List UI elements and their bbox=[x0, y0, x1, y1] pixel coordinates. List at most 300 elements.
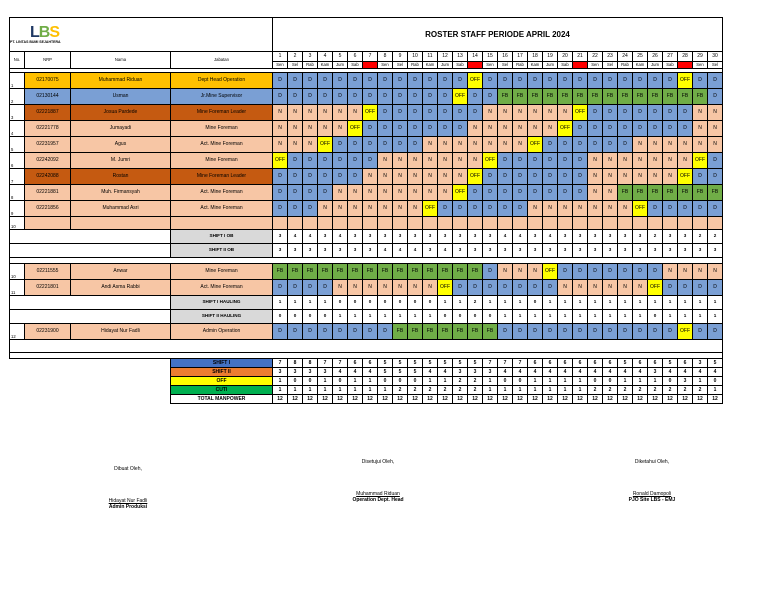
shift-cell: D bbox=[483, 185, 498, 201]
staff-jabatan: Jr.Mine Supervisor bbox=[171, 89, 273, 105]
summary-value: 1 bbox=[693, 310, 708, 324]
shift-cell: D bbox=[288, 73, 303, 89]
total-value: 12 bbox=[468, 395, 483, 404]
shift-cell: N bbox=[573, 280, 588, 296]
shift-cell: N bbox=[318, 201, 333, 217]
summary-value: 3 bbox=[663, 230, 678, 244]
summary-label: SHIFT I HAULING bbox=[171, 296, 273, 310]
shift-cell: D bbox=[588, 264, 603, 280]
summary-value: 3 bbox=[708, 244, 723, 258]
summary-value: 3 bbox=[603, 230, 618, 244]
shift-cell: D bbox=[603, 324, 618, 340]
total-value: 2 bbox=[648, 386, 663, 395]
shift-cell: D bbox=[363, 153, 378, 169]
shift-cell: N bbox=[588, 201, 603, 217]
shift-cell: FB bbox=[558, 89, 573, 105]
shift-cell: D bbox=[618, 264, 633, 280]
summary-row bbox=[10, 244, 723, 258]
shift-cell: D bbox=[483, 89, 498, 105]
summary-value: 3 bbox=[468, 230, 483, 244]
staff-jabatan: Mine Foreman Leader bbox=[171, 169, 273, 185]
weekday-label: Jum bbox=[543, 62, 558, 69]
shift-cell: N bbox=[378, 169, 393, 185]
shift-cell: D bbox=[273, 89, 288, 105]
summary-value: 3 bbox=[333, 244, 348, 258]
total-value: 5 bbox=[408, 368, 423, 377]
staff-jabatan: Mine Foreman bbox=[171, 264, 273, 280]
total-label: SHIFT II bbox=[171, 368, 273, 377]
summary-value: 1 bbox=[273, 296, 288, 310]
shift-cell: N bbox=[513, 121, 528, 137]
summary-value: 0 bbox=[288, 310, 303, 324]
summary-value: 3 bbox=[588, 230, 603, 244]
summary-value: 1 bbox=[573, 310, 588, 324]
shift-cell: D bbox=[543, 137, 558, 153]
shift-cell: N bbox=[438, 185, 453, 201]
shift-cell: N bbox=[363, 169, 378, 185]
staff-row bbox=[10, 121, 723, 137]
shift-cell: N bbox=[348, 201, 363, 217]
total-value: 1 bbox=[273, 377, 288, 386]
weekday-label: Kam bbox=[423, 62, 438, 69]
summary-label: SHIFT I OB bbox=[171, 230, 273, 244]
summary-value: 0 bbox=[528, 296, 543, 310]
weekday-label: Sel bbox=[498, 62, 513, 69]
shift-cell: D bbox=[273, 280, 288, 296]
weekday-label: Sel bbox=[393, 62, 408, 69]
total-value: 4 bbox=[588, 368, 603, 377]
shift-cell: D bbox=[498, 73, 513, 89]
shift-cell: N bbox=[648, 153, 663, 169]
total-value: 5 bbox=[393, 359, 408, 368]
shift-cell: D bbox=[288, 169, 303, 185]
total-value: 1 bbox=[708, 386, 723, 395]
shift-cell: D bbox=[588, 73, 603, 89]
shift-cell: N bbox=[603, 280, 618, 296]
shift-cell: N bbox=[378, 153, 393, 169]
shift-cell: N bbox=[543, 105, 558, 121]
shift-cell: D bbox=[708, 280, 723, 296]
shift-cell: N bbox=[708, 137, 723, 153]
shift-cell: D bbox=[273, 324, 288, 340]
shift-cell: N bbox=[528, 264, 543, 280]
weekday-label: Sab bbox=[453, 62, 468, 69]
shift-cell: D bbox=[363, 137, 378, 153]
total-value: 4 bbox=[348, 368, 363, 377]
shift-cell: D bbox=[273, 185, 288, 201]
total-value: 1 bbox=[318, 386, 333, 395]
total-value: 1 bbox=[558, 377, 573, 386]
shift-cell: D bbox=[333, 89, 348, 105]
total-value: 3 bbox=[693, 359, 708, 368]
staff-nrp: 02130144 bbox=[25, 89, 71, 105]
shift-cell: D bbox=[348, 324, 363, 340]
shift-cell: OFF bbox=[453, 89, 468, 105]
summary-value: 1 bbox=[663, 296, 678, 310]
total-value: 1 bbox=[543, 377, 558, 386]
weekday-label: Sel bbox=[603, 62, 618, 69]
day-number: 13 bbox=[453, 52, 468, 62]
staff-jabatan: Mine Foreman bbox=[171, 121, 273, 137]
total-label: OFF bbox=[171, 377, 273, 386]
row-number: 6 bbox=[10, 153, 25, 169]
summary-value: 1 bbox=[393, 310, 408, 324]
row-number: 4 bbox=[10, 121, 25, 137]
total-value: 4 bbox=[498, 368, 513, 377]
shift-cell: N bbox=[693, 105, 708, 121]
shift-cell: D bbox=[318, 185, 333, 201]
shift-cell: FB bbox=[648, 89, 663, 105]
shift-cell: D bbox=[513, 169, 528, 185]
shift-cell: N bbox=[693, 264, 708, 280]
shift-cell: D bbox=[633, 264, 648, 280]
shift-cell: D bbox=[318, 89, 333, 105]
shift-cell: N bbox=[543, 201, 558, 217]
shift-cell: D bbox=[288, 280, 303, 296]
shift-cell: D bbox=[558, 324, 573, 340]
shift-cell: FB bbox=[693, 185, 708, 201]
shift-cell: FB bbox=[423, 324, 438, 340]
summary-value: 3 bbox=[303, 244, 318, 258]
summary-value: 1 bbox=[348, 310, 363, 324]
shift-cell: D bbox=[408, 105, 423, 121]
shift-cell: N bbox=[393, 280, 408, 296]
total-value: 0 bbox=[663, 377, 678, 386]
shift-cell: D bbox=[513, 73, 528, 89]
shift-cell: D bbox=[558, 185, 573, 201]
shift-cell: D bbox=[528, 280, 543, 296]
summary-value: 3 bbox=[408, 230, 423, 244]
day-number: 18 bbox=[528, 52, 543, 62]
total-value: 12 bbox=[348, 395, 363, 404]
total-value: 1 bbox=[498, 386, 513, 395]
shift-cell: D bbox=[468, 185, 483, 201]
shift-cell: OFF bbox=[468, 169, 483, 185]
shift-cell: OFF bbox=[678, 73, 693, 89]
col-header-nama: Nama bbox=[71, 52, 171, 69]
shift-cell: FB bbox=[288, 264, 303, 280]
column-header-row bbox=[10, 52, 723, 62]
weekday-label: Sen bbox=[273, 62, 288, 69]
summary-value: 1 bbox=[483, 296, 498, 310]
summary-value: 1 bbox=[498, 310, 513, 324]
weekday-label: Sab bbox=[663, 62, 678, 69]
summary-value: 0 bbox=[438, 310, 453, 324]
day-number: 28 bbox=[678, 52, 693, 62]
total-value: 2 bbox=[588, 386, 603, 395]
staff-jabatan: Mine Foreman bbox=[171, 153, 273, 169]
total-value: 12 bbox=[423, 395, 438, 404]
weekday-label: Kam bbox=[633, 62, 648, 69]
shift-cell: D bbox=[573, 137, 588, 153]
summary-value: 3 bbox=[558, 244, 573, 258]
shift-cell: N bbox=[348, 185, 363, 201]
shift-cell: D bbox=[498, 280, 513, 296]
total-value: 3 bbox=[678, 377, 693, 386]
shift-cell: N bbox=[453, 137, 468, 153]
weekday-label: Sen bbox=[378, 62, 393, 69]
shift-cell: FB bbox=[528, 89, 543, 105]
shift-cell: N bbox=[618, 280, 633, 296]
total-value: 12 bbox=[573, 395, 588, 404]
shift-cell: D bbox=[588, 105, 603, 121]
staff-name: Anwar bbox=[71, 264, 171, 280]
shift-cell: D bbox=[498, 201, 513, 217]
shift-cell: N bbox=[588, 153, 603, 169]
shift-cell: D bbox=[333, 137, 348, 153]
total-value: 12 bbox=[603, 395, 618, 404]
shift-cell: D bbox=[543, 73, 558, 89]
shift-cell: N bbox=[423, 185, 438, 201]
roster-title: ROSTER STAFF PERIODE APRIL 2024 bbox=[273, 18, 723, 52]
shift-cell: D bbox=[453, 201, 468, 217]
shift-cell: D bbox=[333, 169, 348, 185]
shift-cell: OFF bbox=[438, 280, 453, 296]
day-number: 3 bbox=[303, 52, 318, 62]
total-value: 7 bbox=[318, 359, 333, 368]
shift-cell: D bbox=[273, 169, 288, 185]
row-number: 8 bbox=[10, 185, 25, 201]
summary-value: 1 bbox=[288, 296, 303, 310]
day-number: 11 bbox=[423, 52, 438, 62]
shift-cell: D bbox=[663, 105, 678, 121]
shift-cell: N bbox=[333, 121, 348, 137]
shift-cell: D bbox=[588, 137, 603, 153]
total-value: 5 bbox=[438, 359, 453, 368]
total-value: 6 bbox=[348, 359, 363, 368]
shift-cell: OFF bbox=[453, 185, 468, 201]
row-number: 12 bbox=[10, 324, 25, 340]
summary-value: 3 bbox=[273, 244, 288, 258]
staff-nrp: 02231900 bbox=[25, 324, 71, 340]
total-value: 4 bbox=[708, 368, 723, 377]
shift-cell: D bbox=[408, 73, 423, 89]
shift-cell: D bbox=[333, 324, 348, 340]
weekday-label: Sen bbox=[693, 62, 708, 69]
weekday-label: Jum bbox=[438, 62, 453, 69]
shift-cell: D bbox=[543, 280, 558, 296]
shift-cell: D bbox=[618, 105, 633, 121]
summary-value: 3 bbox=[453, 230, 468, 244]
shift-cell: N bbox=[408, 169, 423, 185]
total-value: 1 bbox=[288, 386, 303, 395]
shift-cell: D bbox=[378, 89, 393, 105]
staff-nrp: 02221881 bbox=[25, 185, 71, 201]
shift-cell: FB bbox=[273, 264, 288, 280]
shift-cell: D bbox=[618, 73, 633, 89]
shift-cell: N bbox=[498, 137, 513, 153]
shift-cell: N bbox=[678, 153, 693, 169]
shift-cell: D bbox=[558, 137, 573, 153]
shift-cell: D bbox=[378, 105, 393, 121]
total-row bbox=[10, 386, 723, 395]
total-value: 7 bbox=[273, 359, 288, 368]
summary-value: 4 bbox=[513, 230, 528, 244]
shift-cell: OFF bbox=[273, 153, 288, 169]
summary-value: 1 bbox=[588, 310, 603, 324]
summary-value: 4 bbox=[303, 230, 318, 244]
summary-value: 2 bbox=[468, 296, 483, 310]
summary-value: 3 bbox=[678, 244, 693, 258]
shift-cell: N bbox=[573, 201, 588, 217]
shift-cell: FB bbox=[453, 264, 468, 280]
shift-cell: D bbox=[678, 105, 693, 121]
shift-cell: N bbox=[483, 137, 498, 153]
shift-cell: N bbox=[513, 105, 528, 121]
total-value: 3 bbox=[288, 368, 303, 377]
staff-jabatan: Act. Mine Foreman bbox=[171, 185, 273, 201]
shift-cell: D bbox=[393, 105, 408, 121]
shift-cell: D bbox=[438, 73, 453, 89]
shift-cell: N bbox=[333, 185, 348, 201]
row-number: 3 bbox=[10, 105, 25, 121]
staff-name: Muhammad Asri bbox=[71, 201, 171, 217]
total-value: 1 bbox=[513, 386, 528, 395]
shift-cell: N bbox=[288, 137, 303, 153]
shift-cell: D bbox=[348, 137, 363, 153]
shift-cell: D bbox=[318, 169, 333, 185]
row-number: 9 bbox=[10, 201, 25, 217]
summary-value: 3 bbox=[288, 244, 303, 258]
summary-value: 3 bbox=[318, 230, 333, 244]
shift-cell: N bbox=[603, 169, 618, 185]
total-value: 1 bbox=[273, 386, 288, 395]
shift-cell: N bbox=[498, 121, 513, 137]
summary-value: 1 bbox=[573, 296, 588, 310]
day-number: 21 bbox=[573, 52, 588, 62]
total-value: 6 bbox=[528, 359, 543, 368]
staff-nrp: 02221778 bbox=[25, 121, 71, 137]
shift-cell: D bbox=[558, 264, 573, 280]
shift-cell: N bbox=[558, 201, 573, 217]
staff-row bbox=[10, 89, 723, 105]
weekday-label: Jum bbox=[333, 62, 348, 69]
total-value: 4 bbox=[513, 368, 528, 377]
total-row bbox=[10, 359, 723, 368]
shift-cell: D bbox=[378, 324, 393, 340]
total-value: 12 bbox=[558, 395, 573, 404]
shift-cell: N bbox=[333, 280, 348, 296]
shift-cell: D bbox=[708, 201, 723, 217]
shift-cell: N bbox=[498, 264, 513, 280]
total-value: 8 bbox=[303, 359, 318, 368]
day-number: 22 bbox=[588, 52, 603, 62]
summary-value: 1 bbox=[678, 296, 693, 310]
total-value: 6 bbox=[633, 359, 648, 368]
total-row bbox=[10, 395, 723, 404]
total-value: 5 bbox=[453, 359, 468, 368]
row-number: 1 bbox=[10, 73, 25, 89]
total-value: 3 bbox=[273, 368, 288, 377]
shift-cell: D bbox=[648, 324, 663, 340]
shift-cell: D bbox=[693, 73, 708, 89]
shift-cell: D bbox=[543, 185, 558, 201]
total-value: 4 bbox=[678, 368, 693, 377]
total-value: 0 bbox=[513, 377, 528, 386]
total-value: 0 bbox=[708, 377, 723, 386]
weekday-label: Sel bbox=[708, 62, 723, 69]
total-value: 0 bbox=[378, 377, 393, 386]
shift-cell: D bbox=[453, 280, 468, 296]
summary-value: 3 bbox=[588, 244, 603, 258]
total-value: 1 bbox=[633, 377, 648, 386]
shift-cell: N bbox=[483, 121, 498, 137]
day-number: 9 bbox=[393, 52, 408, 62]
shift-cell: D bbox=[438, 105, 453, 121]
shift-cell: N bbox=[708, 264, 723, 280]
shift-cell: N bbox=[363, 201, 378, 217]
total-value: 6 bbox=[603, 359, 618, 368]
lbs-logo-icon: LBS bbox=[30, 23, 60, 41]
shift-cell: N bbox=[603, 153, 618, 169]
row-number: 10 bbox=[10, 264, 25, 280]
total-value: 1 bbox=[348, 386, 363, 395]
total-value: 5 bbox=[663, 359, 678, 368]
summary-value: 3 bbox=[468, 244, 483, 258]
shift-cell: OFF bbox=[573, 105, 588, 121]
shift-cell: N bbox=[378, 280, 393, 296]
day-number: 16 bbox=[498, 52, 513, 62]
shift-cell: N bbox=[333, 105, 348, 121]
total-label: TOTAL MANPOWER bbox=[171, 395, 273, 404]
shift-cell: FB bbox=[393, 324, 408, 340]
total-value: 5 bbox=[618, 359, 633, 368]
total-value: 12 bbox=[333, 395, 348, 404]
weekday-label: Rab bbox=[408, 62, 423, 69]
shift-cell: D bbox=[588, 121, 603, 137]
shift-cell: D bbox=[528, 73, 543, 89]
total-value: 4 bbox=[573, 368, 588, 377]
summary-value: 1 bbox=[603, 310, 618, 324]
shift-cell: D bbox=[438, 121, 453, 137]
total-value: 12 bbox=[393, 395, 408, 404]
summary-value: 1 bbox=[438, 296, 453, 310]
row-number: 10 bbox=[10, 217, 25, 230]
shift-cell: D bbox=[633, 324, 648, 340]
shift-cell: D bbox=[393, 137, 408, 153]
staff-row bbox=[10, 324, 723, 340]
summary-value: 3 bbox=[273, 230, 288, 244]
weekday-label: Kam bbox=[528, 62, 543, 69]
summary-value: 1 bbox=[633, 296, 648, 310]
total-value: 2 bbox=[453, 386, 468, 395]
total-value: 0 bbox=[303, 377, 318, 386]
shift-cell: N bbox=[633, 169, 648, 185]
total-value: 4 bbox=[333, 368, 348, 377]
summary-value: 0 bbox=[453, 310, 468, 324]
shift-cell: N bbox=[303, 121, 318, 137]
col-header-jabatan: Jabatan bbox=[171, 52, 273, 69]
total-value: 0 bbox=[408, 377, 423, 386]
shift-cell: FB bbox=[438, 264, 453, 280]
total-value: 1 bbox=[438, 377, 453, 386]
total-value: 4 bbox=[633, 368, 648, 377]
shift-cell: FB bbox=[708, 185, 723, 201]
shift-cell: D bbox=[618, 324, 633, 340]
total-value: 0 bbox=[603, 377, 618, 386]
row-number: 11 bbox=[10, 280, 25, 296]
total-value: 2 bbox=[438, 386, 453, 395]
summary-value: 4 bbox=[543, 230, 558, 244]
total-value: 4 bbox=[528, 368, 543, 377]
summary-value: 0 bbox=[423, 296, 438, 310]
shift-cell: OFF bbox=[678, 324, 693, 340]
shift-cell: D bbox=[483, 280, 498, 296]
total-value: 12 bbox=[543, 395, 558, 404]
shift-cell: OFF bbox=[693, 153, 708, 169]
total-value: 2 bbox=[678, 386, 693, 395]
shift-cell: D bbox=[618, 137, 633, 153]
